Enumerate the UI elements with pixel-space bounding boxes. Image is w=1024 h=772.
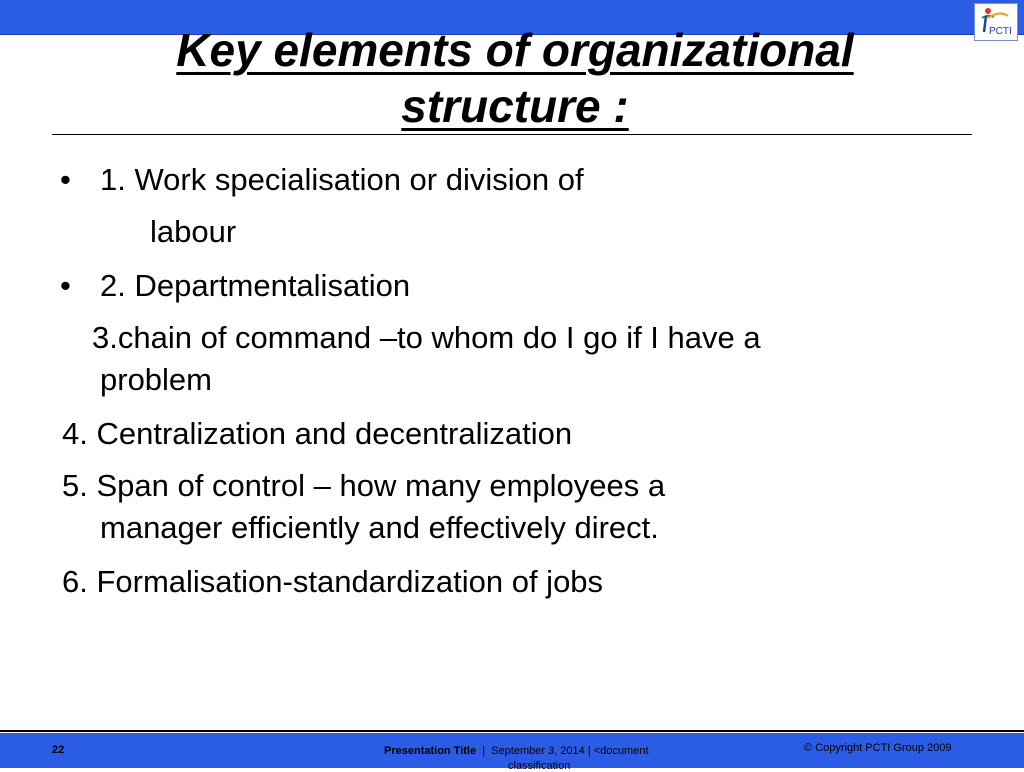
copyright-text: © Copyright PCTI Group 2009 <box>804 742 952 754</box>
footer-classification: <document <box>593 745 649 757</box>
title-line-2: structure : <box>401 80 629 132</box>
page-number: 22 <box>52 744 65 756</box>
list-item-5: 5. Span of control – how many employees a <box>62 468 666 503</box>
list-item-3: 3.chain of command –to whom do I go if I have a <box>92 320 761 355</box>
list-item-1-cont: labour <box>150 214 237 249</box>
logo-text: PCTI <box>989 26 1012 37</box>
presentation-title: Presentation Title <box>384 745 477 757</box>
title-line-1: Key elements of organizational <box>176 24 854 76</box>
list-item-3-cont: problem <box>100 362 212 397</box>
list-item-1: 1. Work specialisation or division of <box>100 162 584 197</box>
footer-date: September 3, 2014 <box>491 745 585 757</box>
footer-separator-2: | <box>587 745 591 757</box>
bullet-1: • <box>60 162 71 197</box>
list-item-6: 6. Formalisation-standardization of jobs <box>62 564 604 599</box>
list-item-4: 4. Centralization and decentralization <box>62 416 573 451</box>
bullet-2: • <box>60 268 71 303</box>
list-item-5-cont: manager efficiently and effectively direct. <box>100 510 659 545</box>
footer-info <box>384 745 649 757</box>
footer-classification-cont: classification <box>508 760 571 772</box>
footer-divider <box>0 730 1024 732</box>
footer-separator-1: | <box>482 745 486 757</box>
list-item-2: 2. Departmentalisation <box>100 268 411 303</box>
